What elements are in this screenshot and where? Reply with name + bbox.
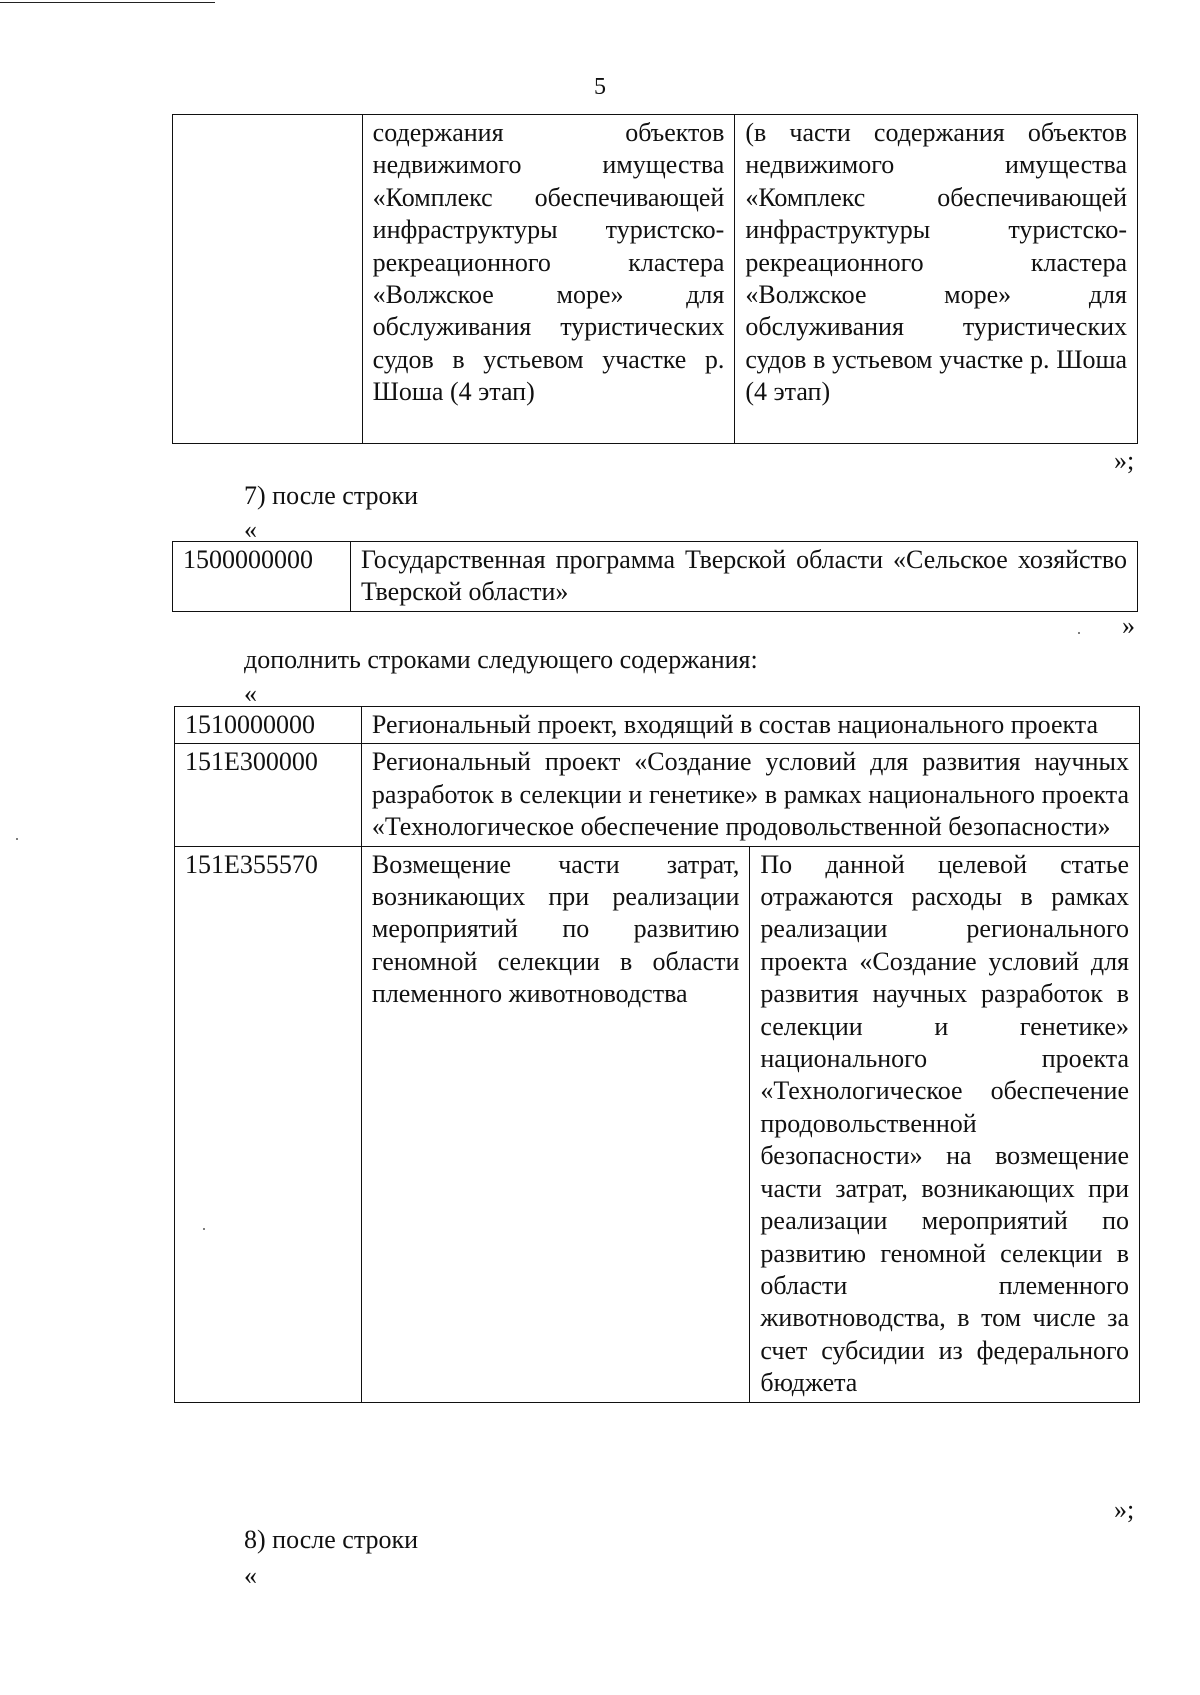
- table-cell-code-empty: [173, 115, 363, 444]
- opening-quote: «: [244, 679, 257, 708]
- table-row: [173, 115, 1138, 444]
- scan-artifact-line: [0, 2, 215, 3]
- scan-speck: [16, 838, 18, 840]
- table-cell-code: 1500000000: [173, 542, 351, 612]
- paragraph-add-rows: дополнить строками следующего содержания:: [244, 645, 758, 674]
- scan-speck: [1078, 632, 1080, 634]
- page-number: 5: [594, 74, 606, 100]
- table-cell-code: 151Е300000: [175, 744, 362, 846]
- table-program: [172, 541, 1138, 612]
- table-cell-name: Региональный проект, входящий в состав национального проекта: [361, 707, 1139, 744]
- table-cell-name: Государственная программа Тверской области «Сельское хозяйство Тверской области»: [350, 542, 1137, 612]
- table-cell-name: Региональный проект «Создание условий для развития научных разработок в селекции и генетике» в рамках национального проекта «Технологическое обеспечение продовольственной безопасности»: [361, 744, 1139, 846]
- table-row: [173, 542, 1138, 612]
- table-cell-code: 1510000000: [175, 707, 362, 744]
- table-continuation: [172, 114, 1138, 444]
- table-cell-name: содержания объектов недвижимого имущества «Комплекс обеспечивающей инфраструктуры туристско-рекреационного кластера «Волжское море» для обслуживания туристических судов в устьевом участке р. Шоша (4 этап): [362, 115, 735, 444]
- table-new-rows: [174, 706, 1140, 1403]
- table-row: [175, 846, 1140, 1402]
- table-cell-description: По данной целевой статье отражаются расходы в рамках реализации регионального проекта «Создание условий для развития научных разработок в селекции и генетике» национального проекта «Технологическое обеспечение продовольственной безопасности» на возмещение части затрат, возникающих при реализации мероприятий по развитию геномной селекции в области племенного животноводства, в том числе за счет субсидии из федерального бюджета: [750, 846, 1140, 1402]
- opening-quote: «: [244, 1561, 257, 1590]
- paragraph-item-8: 8) после строки: [244, 1525, 419, 1554]
- paragraph-item-7: 7) после строки: [244, 481, 419, 510]
- closing-quote: »: [1122, 611, 1135, 640]
- table-row: [175, 707, 1140, 744]
- table-cell-description: (в части содержания объектов недвижимого имущества «Комплекс обеспечивающей инфраструктуры туристско-рекреационного кластера «Волжское море» для обслуживания туристических судов в устьевом участке р. Шоша (4 этап): [735, 115, 1138, 444]
- opening-quote: «: [244, 515, 257, 544]
- closing-quote: »;: [1114, 1495, 1135, 1524]
- table-cell-name: Возмещение части затрат, возникающих при реализации мероприятий по развитию геномной селекции в области племенного животноводства: [361, 846, 749, 1402]
- closing-quote: »;: [1114, 446, 1135, 475]
- table-row: [175, 744, 1140, 846]
- table-cell-code: 151Е355570: [175, 846, 362, 1402]
